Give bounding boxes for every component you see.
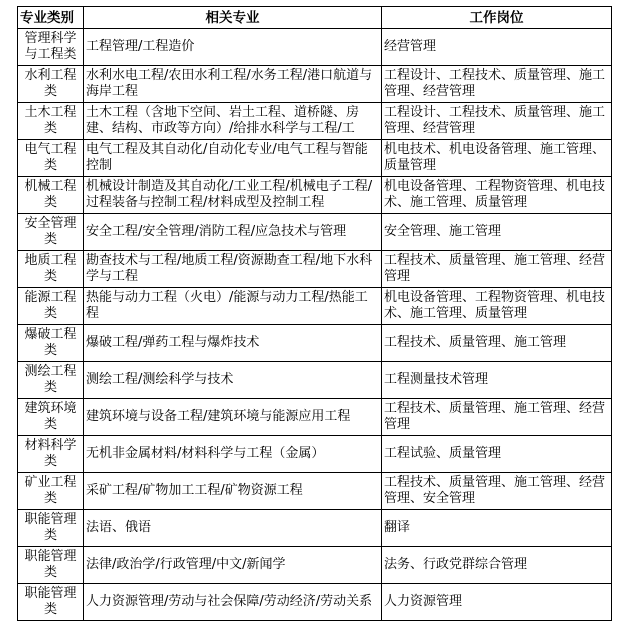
category-cell: 测绘工程类 (18, 362, 84, 399)
table-header-row (18, 7, 612, 29)
category-cell: 矿业工程类 (18, 473, 84, 510)
table-row (18, 436, 612, 473)
major-cell: 测绘工程/测绘科学与技术 (84, 362, 382, 399)
category-cell: 能源工程类 (18, 288, 84, 325)
category-cell: 土木工程类 (18, 103, 84, 140)
category-cell: 电气工程类 (18, 140, 84, 177)
table-row (18, 362, 612, 399)
table-row (18, 473, 612, 510)
major-cell: 水利水电工程/农田水利工程/水务工程/港口航道与海岸工程 (84, 66, 382, 103)
category-cell: 职能管理类 (18, 584, 84, 621)
category-cell: 材料科学类 (18, 436, 84, 473)
job-cell: 工程技术、质量管理、施工管理、经营管理、安全管理 (382, 473, 612, 510)
job-cell: 翻译 (382, 510, 612, 547)
table-row (18, 29, 612, 66)
table-row (18, 325, 612, 362)
category-cell: 管理科学与工程类 (18, 29, 84, 66)
major-cell: 人力资源管理/劳动与社会保障/劳动经济/劳动关系 (84, 584, 382, 621)
major-cell: 安全工程/安全管理/消防工程/应急技术与管理 (84, 214, 382, 251)
category-cell: 地质工程类 (18, 251, 84, 288)
job-cell: 工程测量技术管理 (382, 362, 612, 399)
job-cell: 工程技术、质量管理、施工管理 (382, 325, 612, 362)
major-cell: 建筑环境与设备工程/建筑环境与能源应用工程 (84, 399, 382, 436)
major-cell: 法律/政治学/行政管理/中文/新闻学 (84, 547, 382, 584)
category-cell: 职能管理类 (18, 510, 84, 547)
major-cell: 勘查技术与工程/地质工程/资源勘查工程/地下水科学与工程 (84, 251, 382, 288)
major-cell: 工程管理/工程造价 (84, 29, 382, 66)
table-row (18, 177, 612, 214)
major-cell: 电气工程及其自动化/自动化专业/电气工程与智能控制 (84, 140, 382, 177)
table-row (18, 399, 612, 436)
table-row (18, 66, 612, 103)
job-cell: 工程试验、质量管理 (382, 436, 612, 473)
table-row (18, 584, 612, 621)
job-cell: 人力资源管理 (382, 584, 612, 621)
table-row (18, 547, 612, 584)
major-cell: 土木工程（含地下空间、岩土工程、道桥隧、房建、结构、市政等方向）/给排水科学与工程/工 (84, 103, 382, 140)
major-cell: 机械设计制造及其自动化/工业工程/机械电子工程/过程装备与控制工程/材料成型及控制工程 (84, 177, 382, 214)
category-cell: 爆破工程类 (18, 325, 84, 362)
job-cell: 机电技术、机电设备管理、施工管理、质量管理 (382, 140, 612, 177)
job-cell: 工程设计、工程技术、质量管理、施工管理、经营管理 (382, 103, 612, 140)
header-category: 专业类别 (18, 7, 84, 29)
job-cell: 机电设备管理、工程物资管理、机电技术、施工管理、质量管理 (382, 288, 612, 325)
major-cell: 爆破工程/弹药工程与爆炸技术 (84, 325, 382, 362)
job-cell: 机电设备管理、工程物资管理、机电技术、施工管理、质量管理 (382, 177, 612, 214)
category-cell: 建筑环境类 (18, 399, 84, 436)
category-cell: 水利工程类 (18, 66, 84, 103)
job-cell: 工程技术、质量管理、施工管理、经营管理 (382, 399, 612, 436)
table-row (18, 103, 612, 140)
table-row (18, 214, 612, 251)
table-row (18, 510, 612, 547)
job-cell: 工程设计、工程技术、质量管理、施工管理、经营管理 (382, 66, 612, 103)
major-cell: 采矿工程/矿物加工工程/矿物资源工程 (84, 473, 382, 510)
job-cell: 工程技术、质量管理、施工管理、经营管理 (382, 251, 612, 288)
major-cell: 热能与动力工程（火电）/能源与动力工程/热能工程 (84, 288, 382, 325)
header-job: 工作岗位 (382, 7, 612, 29)
job-cell: 安全管理、施工管理 (382, 214, 612, 251)
table-row (18, 251, 612, 288)
table-body (18, 29, 612, 621)
table-row (18, 288, 612, 325)
major-cell: 法语、俄语 (84, 510, 382, 547)
category-cell: 机械工程类 (18, 177, 84, 214)
category-cell: 职能管理类 (18, 547, 84, 584)
header-major: 相关专业 (84, 7, 382, 29)
table-row (18, 140, 612, 177)
major-cell: 无机非金属材料/材料科学与工程（金属） (84, 436, 382, 473)
job-cell: 经营管理 (382, 29, 612, 66)
major-job-table (17, 6, 612, 621)
category-cell: 安全管理类 (18, 214, 84, 251)
job-cell: 法务、行政党群综合管理 (382, 547, 612, 584)
